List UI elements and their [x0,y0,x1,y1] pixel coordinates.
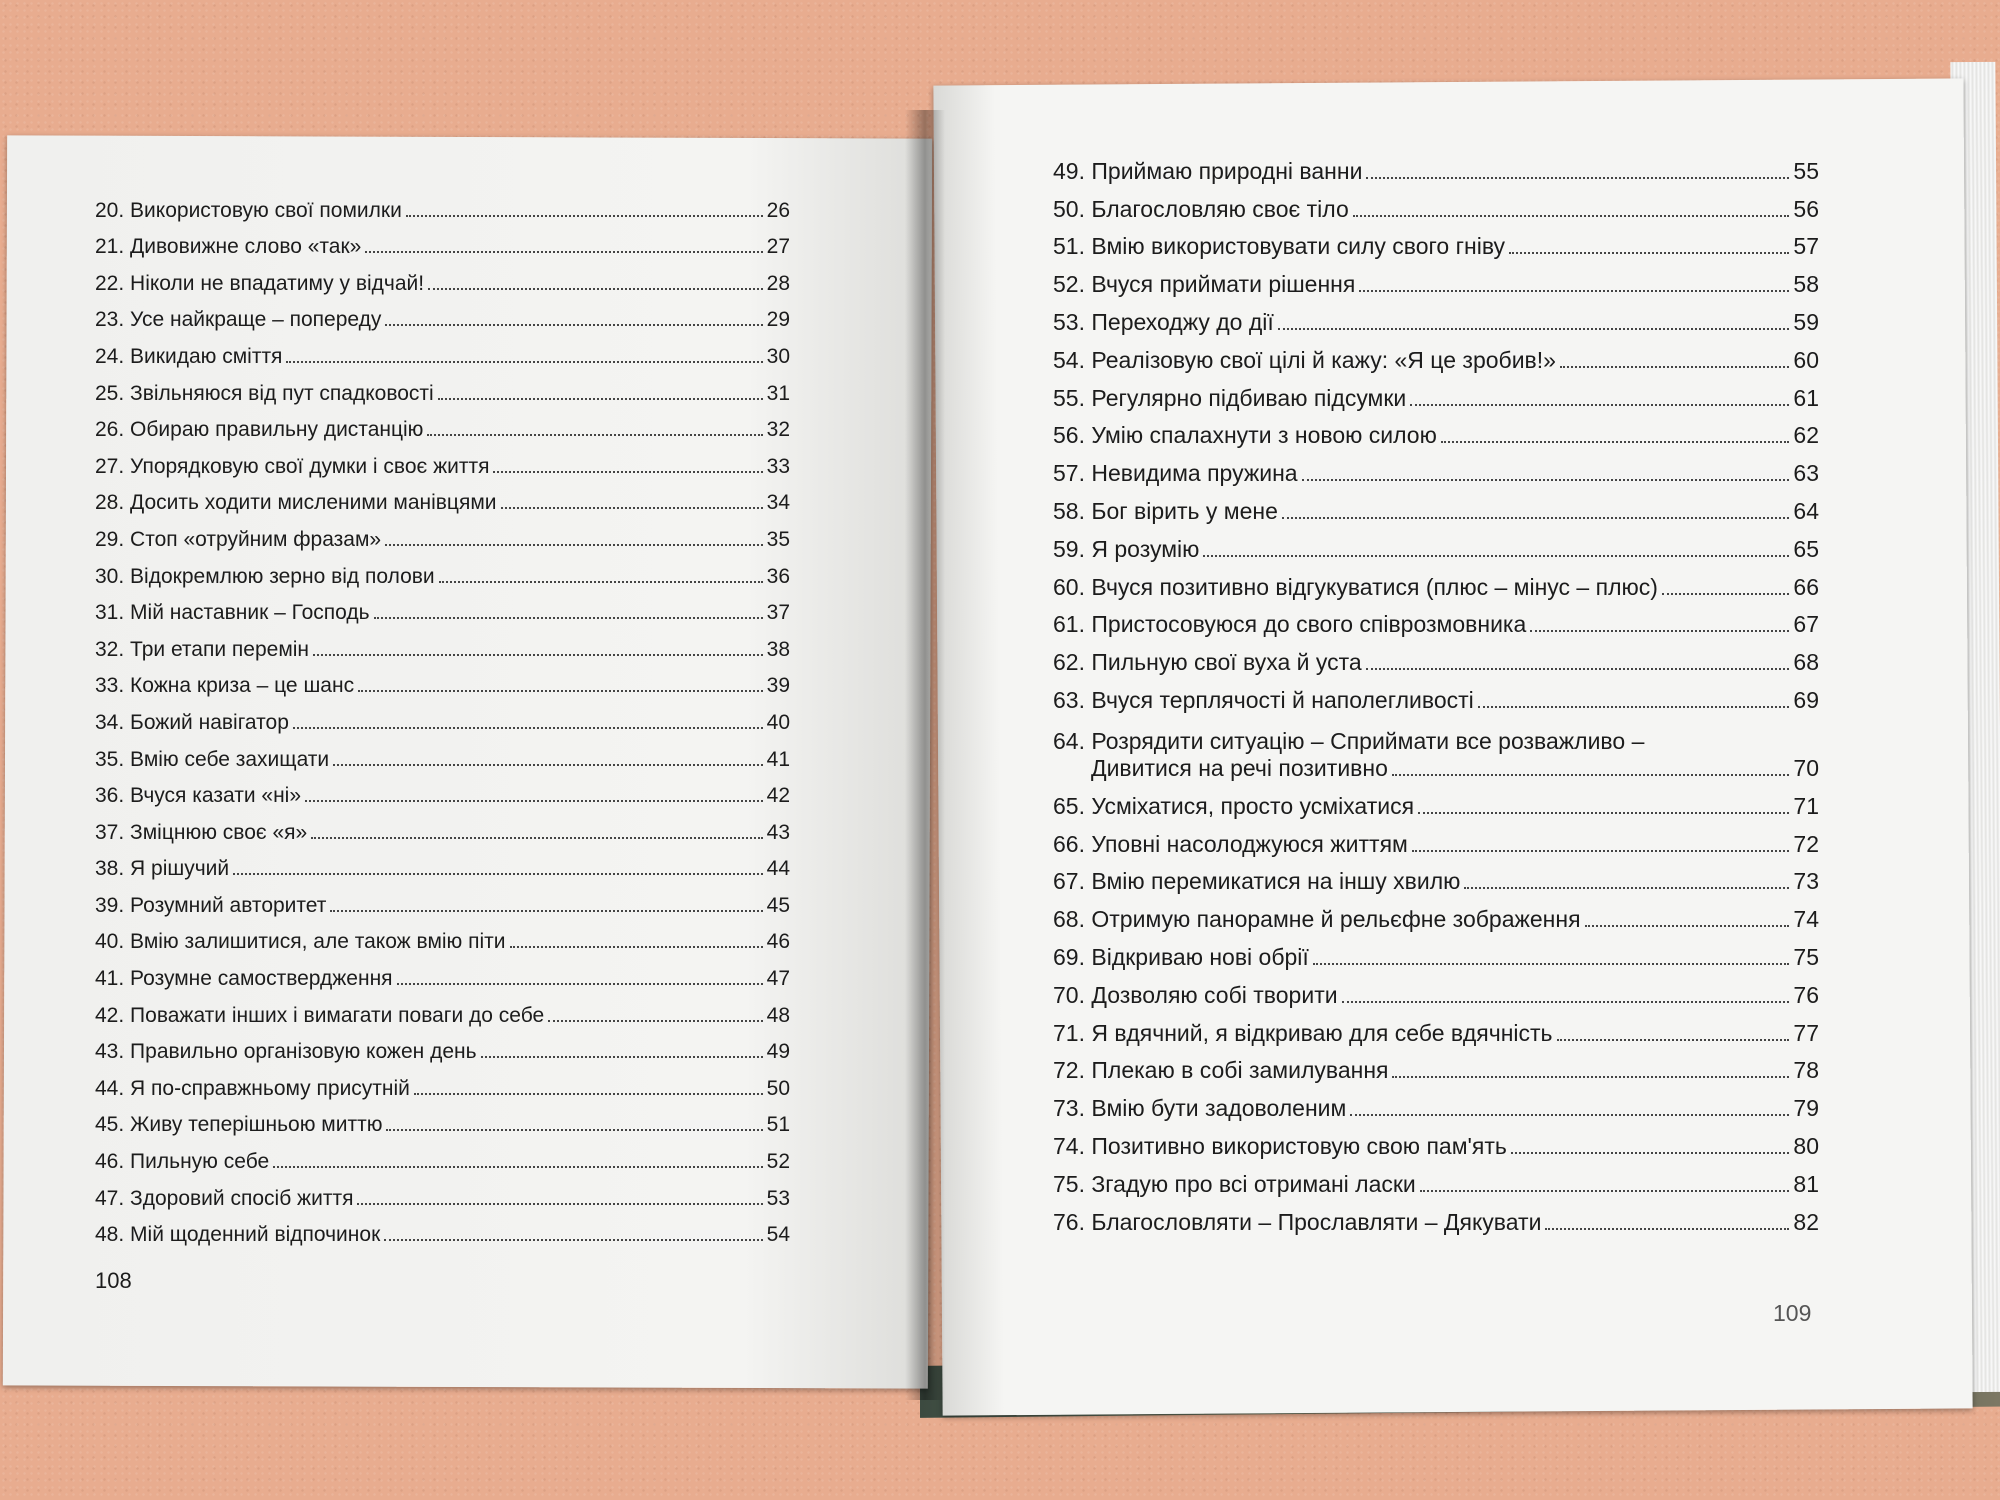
toc-entry-page: 80 [1793,1132,1819,1159]
toc-entry-title: Невидима пружина [1091,460,1298,487]
toc-leader-dots [1557,1039,1790,1041]
toc-leader-dots [357,1203,762,1205]
toc-leader-dots [1313,963,1790,965]
toc-leader-dots [311,837,762,839]
toc-entry-number: 23. [95,308,125,332]
toc-entry-page: 69 [1793,686,1819,713]
toc-leader-dots [1278,328,1790,330]
toc-entry-title: Усміхатися, просто усміхатися [1091,792,1415,819]
toc-entry-number: 66. [1053,830,1085,857]
toc-entry-number: 20. [95,198,125,222]
toc-leader-dots [273,1166,762,1168]
toc-entry-title: Відокремлюю зерно від полови [130,564,435,588]
toc-entry-title: Бог вірить у мене [1091,497,1278,524]
toc-entry-page: 47 [766,967,790,991]
toc-leader-dots [1545,1228,1789,1230]
toc-leader-dots [1420,1190,1790,1192]
toc-entry-page: 65 [1793,535,1819,562]
toc-entry-page: 26 [766,198,790,222]
toc-leader-dots [406,215,763,217]
toc-entry [95,625,790,662]
toc-entry-number: 61. [1053,611,1085,638]
toc-entry-title: Вчуся казати «ні» [130,784,302,808]
toc-entry-title: Реалізовую свої цілі й кажу: «Я це зробив!» [1091,346,1556,373]
toc-entry-title: Умію спалахнути з новою силою [1091,422,1437,449]
toc-entry-page: 76 [1793,981,1819,1008]
toc-entry-number: 33. [95,674,125,698]
toc-entry [1053,933,1819,971]
toc-entry-title: Божий навігатор [130,710,289,734]
toc-leader-dots [1511,1152,1790,1154]
toc-entry-page: 44 [766,857,790,881]
toc-entry-title: Обираю правильну дистанцію [130,418,424,442]
toc-entry [1053,412,1819,450]
toc-entry [1053,1160,1819,1198]
toc-leader-dots [358,690,763,692]
toc-entry [95,1028,790,1065]
toc-entry-number: 49. [1053,157,1085,184]
toc-entry-title: Пристосовуюся до свого співрозмовника [1091,611,1527,638]
toc-entry-page: 64 [1793,497,1819,524]
toc-leader-dots [1478,706,1790,708]
toc-entry-page: 28 [766,271,790,295]
toc-entry-number: 41. [95,967,125,991]
toc-entry-title: Пильную свої вуха й уста [1091,649,1362,676]
toc-entry [1053,563,1819,601]
toc-entry [1053,714,1819,782]
toc-entry-page: 30 [766,344,790,368]
toc-entry [1053,858,1819,896]
toc-leader-dots [1530,630,1789,632]
toc-entry [1053,782,1819,820]
toc-entry [1053,298,1819,336]
toc-entry-number: 69. [1053,943,1085,970]
toc-entry [95,223,790,260]
toc-entry-number: 40. [95,930,125,954]
toc-entry [1053,1047,1819,1085]
toc-entry-title: Згадую про всі отримані ласки [1091,1170,1416,1197]
toc-entry [1053,971,1819,1009]
toc-entry [1053,1198,1819,1236]
toc-entry-title: Вчуся приймати рішення [1091,271,1356,298]
toc-entry [95,735,790,772]
toc-entry-page: 52 [766,1150,790,1174]
toc-entry-page: 50 [766,1076,790,1100]
toc-entry-page: 55 [1793,157,1819,184]
toc-entry [95,1211,790,1248]
toc-entry [95,515,790,552]
toc-entry-title: Вмію залишитися, але також вмію піти [130,930,506,954]
toc-entry-title: Викидаю сміття [130,344,283,368]
toc-entry-number: 36. [95,784,125,808]
toc-entry-title: Звільняюся від пут спадковості [130,381,434,405]
toc-entry-title: Плекаю в собі замилування [1091,1057,1389,1084]
toc-entry [1053,487,1819,525]
toc-entry-number: 73. [1053,1095,1085,1122]
toc-entry-page: 67 [1793,611,1819,638]
toc-entry [1053,185,1819,223]
toc-leader-dots [1366,668,1790,670]
toc-leader-dots [501,507,763,509]
toc-leader-dots [1392,774,1790,776]
toc-entry [1053,820,1819,858]
toc-entry-number: 48. [95,1223,125,1247]
toc-entry [1053,449,1819,487]
toc-entry-page: 57 [1793,233,1819,260]
toc-leader-dots [385,544,763,546]
toc-entry-title: Приймаю природні ванни [1091,157,1363,184]
book-spine-shadow [905,110,945,1400]
right-page-number: 109 [1773,1300,1812,1326]
toc-entry-page: 31 [766,381,790,405]
toc-leader-dots [233,873,763,875]
toc-entry-number: 32. [95,637,125,661]
toc-entry-title: Отримую панорамне й рельєфне зображення [1091,906,1581,933]
toc-entry-title: Я розумію [1091,535,1200,562]
toc-entry [1053,1122,1819,1160]
toc-entry [95,662,790,699]
toc-leader-dots [1392,1076,1789,1078]
toc-entry-number: 25. [95,381,125,405]
toc-leader-dots [1410,404,1789,406]
toc-entry-number: 29. [95,527,125,551]
toc-leader-dots [1585,925,1790,927]
toc-entry [95,589,790,626]
toc-entry-title: Вмію себе захищати [130,747,330,771]
toc-entry-title: Правильно організовую кожен день [130,1040,477,1064]
toc-entry-number: 71. [1053,1019,1085,1046]
toc-entry [95,881,790,918]
toc-entry-title: Відкриваю нові обрії [1091,943,1309,970]
toc-entry-page: 59 [1793,308,1819,335]
toc-entry-number: 74. [1053,1132,1085,1159]
toc-leader-dots [1350,1114,1789,1116]
toc-entry-page: 77 [1793,1019,1819,1046]
toc-leader-dots [386,1129,762,1131]
toc-leader-dots [427,434,762,436]
toc-entry [95,772,790,809]
toc-entry [95,259,790,296]
toc-leader-dots [293,727,763,729]
toc-entry-page: 51 [766,1113,790,1137]
toc-entry [95,442,790,479]
toc-entry-page: 58 [1793,271,1819,298]
toc-entry-number: 60. [1053,573,1085,600]
toc-entry-title: Здоровий спосіб життя [130,1186,354,1210]
toc-leader-dots [333,764,763,766]
toc-entry-title: Зміцнюю своє «я» [130,820,308,844]
toc-entry-page: 79 [1793,1095,1819,1122]
toc-entry-number: 76. [1053,1208,1085,1235]
toc-entry-page: 27 [766,235,790,259]
toc-entry [95,1064,790,1101]
toc-entry-page: 33 [766,454,790,478]
toc-entry-page: 81 [1793,1170,1819,1197]
toc-entry-page: 49 [766,1040,790,1064]
toc-entry-number: 28. [95,491,125,515]
toc-entry-page: 78 [1793,1057,1819,1084]
toc-entry [1053,336,1819,374]
toc-entry-page: 39 [766,674,790,698]
toc-entry-number: 45. [95,1113,125,1137]
toc-entry [95,369,790,406]
toc-entry-page: 32 [766,418,790,442]
toc-entry-page: 62 [1793,422,1819,449]
toc-leader-dots [428,288,763,290]
toc-entry-page: 63 [1793,460,1819,487]
toc-entry-title: Стоп «отруйним фразам» [130,527,382,551]
toc-entry-title: Дозволяю собі творити [1091,981,1338,1008]
toc-entry-number: 21. [95,235,125,259]
toc-entry-page: 29 [766,308,790,332]
toc-entry [1053,895,1819,933]
toc-entry-page: 71 [1793,792,1819,819]
toc-entry-page: 43 [766,820,790,844]
toc-leader-dots [365,251,762,253]
toc-entry [95,406,790,443]
right-table-of-contents [1053,147,1819,1236]
toc-leader-dots [385,324,762,326]
toc-entry-number: 27. [95,454,125,478]
toc-entry-number: 43. [95,1040,125,1064]
toc-entry [95,186,790,223]
toc-entry-title: Упорядковую свої думки і своє життя [130,454,490,478]
toc-leader-dots [1560,366,1789,368]
toc-entry-page: 61 [1793,384,1819,411]
toc-entry [95,1174,790,1211]
toc-entry-page: 40 [766,710,790,734]
toc-leader-dots [1203,555,1789,557]
toc-entry-page: 48 [766,1003,790,1027]
toc-leader-dots [1366,177,1789,179]
toc-leader-dots [1509,252,1789,254]
toc-entry-title: Вчуся терплячості й наполегливості [1091,686,1474,713]
toc-entry-number: 64. [1053,727,1085,754]
toc-leader-dots [1441,441,1790,443]
toc-entry-title: Переходжу до дії [1091,308,1274,335]
toc-leader-dots [305,800,763,802]
toc-entry [1053,1084,1819,1122]
toc-leader-dots [330,910,762,912]
toc-entry-page: 54 [766,1223,790,1247]
toc-entry [95,552,790,589]
toc-entry-title: Дивовижне слово «так» [130,235,362,259]
toc-entry [95,1137,790,1174]
toc-entry-title: Благословляю своє тіло [1091,195,1349,222]
toc-entry [1053,374,1819,412]
toc-leader-dots [1418,812,1789,814]
toc-entry-title: Розумне самоствердження [130,967,393,991]
toc-entry-number: 67. [1053,868,1085,895]
toc-entry-title: Я вдячний, я відкриваю для себе вдячність [1091,1019,1553,1046]
toc-entry [1053,676,1819,714]
toc-entry-page: 53 [766,1186,790,1210]
toc-entry [1053,525,1819,563]
toc-entry-number: 31. [95,601,125,625]
toc-entry-page: 37 [766,601,790,625]
toc-entry-number: 35. [95,747,125,771]
toc-entry-title: Я по-справжньому присутній [130,1076,410,1100]
toc-entry-title: Я рішучий [130,857,230,881]
toc-entry [95,296,790,333]
toc-entry-title: Розумний авторитет [130,893,327,917]
toc-entry-title: Позитивно використовую свою пам'ять [1091,1132,1507,1159]
toc-entry-page: 75 [1793,943,1819,970]
toc-leader-dots [1342,1001,1790,1003]
toc-entry-number: 75. [1053,1170,1085,1197]
toc-entry [1053,1009,1819,1047]
toc-entry-title: Мій щоденний відпочинок [130,1223,381,1247]
toc-entry-page: 41 [766,747,790,771]
toc-entry-page: 66 [1793,573,1819,600]
toc-entry-title: Вмію перемикатися на іншу хвилю [1091,868,1461,895]
toc-entry [1053,260,1819,298]
toc-entry-number: 59. [1053,535,1085,562]
toc-entry-title: Регулярно підбиваю підсумки [1091,384,1407,411]
toc-entry-page: 38 [766,637,790,661]
toc-entry-page: 42 [766,784,790,808]
toc-entry-number: 50. [1053,195,1085,222]
toc-entry-title: Мій наставник – Господь [130,601,370,625]
toc-entry-page: 70 [1793,754,1819,781]
toc-leader-dots [1662,593,1790,595]
toc-entry-page: 36 [766,564,790,588]
toc-leader-dots [493,471,762,473]
toc-entry-number: 58. [1053,497,1085,524]
toc-leader-dots [374,617,763,619]
toc-entry-number: 38. [95,857,125,881]
toc-entry-page: 68 [1793,649,1819,676]
toc-entry-number: 55. [1053,384,1085,411]
toc-entry-number: 39. [95,893,125,917]
toc-entry [95,808,790,845]
toc-leader-dots [1353,215,1790,217]
toc-entry [1053,638,1819,676]
toc-entry-title: Поважати інших і вимагати поваги до себе [130,1003,545,1027]
toc-entry-title: Пильную себе [130,1150,270,1174]
toc-entry-number: 44. [95,1076,125,1100]
toc-entry [1053,223,1819,261]
toc-entry-number: 34. [95,710,125,734]
toc-entry-page: 82 [1793,1208,1819,1235]
toc-entry-number: 37. [95,820,125,844]
toc-entry-page: 72 [1793,830,1819,857]
toc-entry [95,479,790,516]
toc-entry-page: 73 [1793,868,1819,895]
toc-entry [95,845,790,882]
toc-entry-title: Усе найкраще – попереду [130,308,382,332]
toc-entry [95,698,790,735]
toc-entry [1053,601,1819,639]
toc-entry [95,991,790,1028]
toc-leader-dots [1412,850,1790,852]
toc-entry-page: 74 [1793,906,1819,933]
toc-entry-number: 62. [1053,649,1085,676]
toc-leader-dots [384,1239,762,1241]
toc-entry-page: 56 [1793,195,1819,222]
toc-entry-title: Уповні насолоджуюся життям [1091,830,1408,857]
toc-entry-number: 22. [95,271,125,295]
toc-leader-dots [1359,290,1789,292]
toc-entry-page: 35 [766,527,790,551]
toc-entry-number: 54. [1053,346,1085,373]
toc-entry-number: 65. [1053,792,1085,819]
toc-entry-number: 24. [95,344,125,368]
toc-entry-title: Ніколи не впадатиму у відчай! [130,271,425,295]
toc-leader-dots [1282,517,1790,519]
toc-leader-dots [397,983,763,985]
toc-leader-dots [1302,479,1790,481]
toc-entry-title: Благословляти – Прославляти – Дякувати [1091,1208,1542,1235]
left-page-number: 108 [95,1268,132,1293]
toc-leader-dots [286,361,762,363]
toc-entry-page: 34 [766,491,790,515]
toc-entry-title: Вчуся позитивно відгукуватися (плюс – мінус – плюс) [1091,573,1658,600]
toc-entry [95,954,790,991]
left-table-of-contents [95,186,790,1247]
toc-entry-number: 56. [1053,422,1085,449]
toc-entry-title: Три етапи перемін [130,637,310,661]
toc-leader-dots [510,946,763,948]
toc-entry-number: 30. [95,564,125,588]
toc-entry-number: 57. [1053,460,1085,487]
toc-entry-number: 63. [1053,686,1085,713]
toc-entry-page: 45 [766,893,790,917]
toc-entry-title: Живу теперішньою миттю [130,1113,383,1137]
toc-entry-page: 46 [766,930,790,954]
toc-entry-number: 46. [95,1150,125,1174]
toc-entry-title: Вмію бути задоволеним [1091,1095,1347,1122]
toc-entry-title: Досить ходити мисленими манівцями [130,491,497,515]
toc-leader-dots [548,1020,762,1022]
toc-entry-number: 53. [1053,308,1085,335]
toc-leader-dots [414,1093,763,1095]
toc-entry-number: 72. [1053,1057,1085,1084]
toc-entry-title: Розрядити ситуацію – Сприймати все розважливо – [1091,727,1645,754]
toc-entry-title-continued: Дивитися на речі позитивно [1091,754,1388,781]
toc-leader-dots [439,581,763,583]
toc-entry-number: 42. [95,1003,125,1027]
toc-entry [1053,147,1819,185]
toc-entry-number: 68. [1053,906,1085,933]
toc-leader-dots [1464,887,1789,889]
toc-entry [95,332,790,369]
toc-leader-dots [313,654,763,656]
toc-entry-title: Кожна криза – це шанс [130,674,355,698]
toc-entry-number: 47. [95,1186,125,1210]
toc-leader-dots [481,1056,763,1058]
toc-entry-number: 70. [1053,981,1085,1008]
toc-entry-number: 51. [1053,233,1085,260]
toc-entry [95,918,790,955]
toc-entry-title: Використовую свої помилки [130,198,402,222]
toc-entry [95,1101,790,1138]
toc-entry-number: 26. [95,418,125,442]
toc-leader-dots [438,398,763,400]
toc-entry-page: 60 [1793,346,1819,373]
toc-entry-number: 52. [1053,271,1085,298]
toc-entry-title: Вмію використовувати силу свого гніву [1091,233,1506,260]
